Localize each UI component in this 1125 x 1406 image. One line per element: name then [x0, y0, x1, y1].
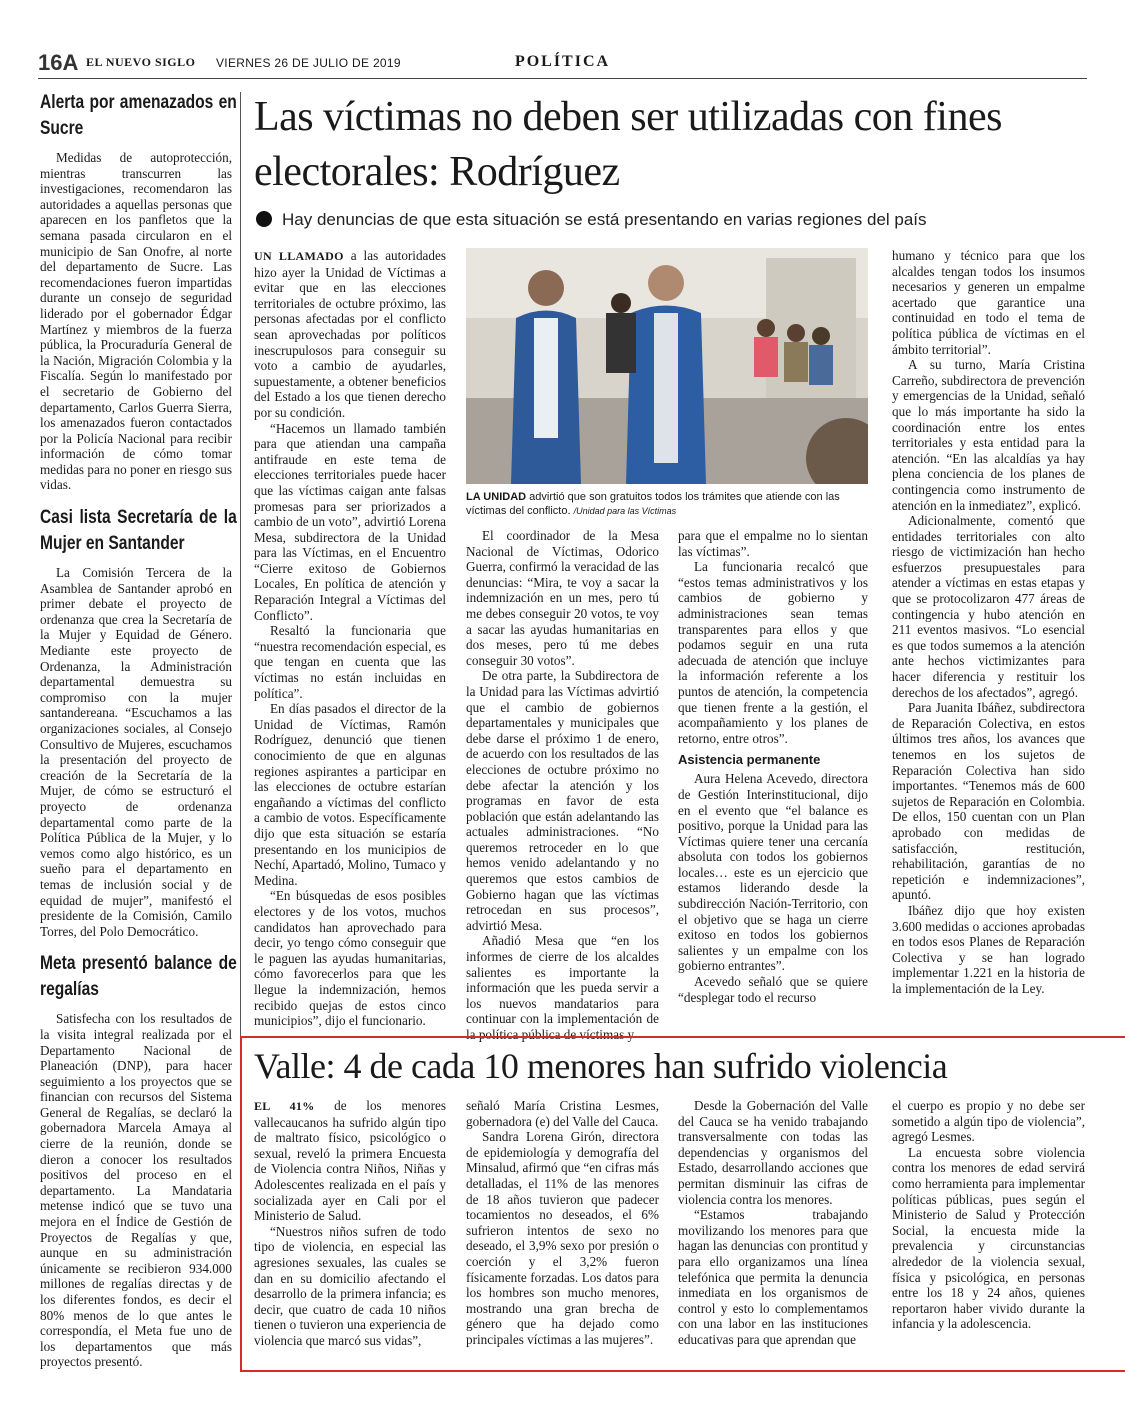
sidebar-body-1: Medidas de autoprotección, mientras transcurren las investigaciones, recomendaron las autoridades a aquellas personas que aparecen en los panfletos que la semana pasada circularon en el municipio de San Onofre, al norte del departamento de Sucre. Las recomendaciones fueron impartidas durante un consejo de seguridad liderado por el gobernador Édgar Martínez y miembros de la fuerza pública, la Procuraduría General de la Nación, Migración Colombia y la Fiscalía. Según lo manifestado por el secretario de Gobierno del departamento, Carlos Guerra Sierra, los amenazados fueron contactados por la Policía Nacional para recibir información de cómo tomar medidas para no poner en riesgo sus vidas.: [40, 150, 232, 493]
article-paragraph: Desde la Gobernación del Valle del Cauca se ha venido trabajando transversalmente con todas las dependencias y organismos del Estado, desarrollando acciones que permitan disminuir las cifras de violencia contra los menores.: [678, 1098, 868, 1207]
bullet-icon: [256, 211, 272, 227]
sidebar: [40, 90, 237, 1370]
photo-illustration: [466, 248, 868, 484]
sidebar-title-1: Alerta por amenazados en Sucre: [40, 92, 237, 139]
kicker-text: Hay denuncias de que esta situación se está presentando en varias regiones del país: [282, 210, 927, 229]
valle-column-2: [466, 1098, 659, 1348]
article-paragraph: “Estamos trabajando movilizando los menores para que hagan las denuncias con prontitud y para ello organizamos una línea telefónica que permita la denuncia inmediata en los organismos de control y esto lo complementamos con una labor en las instituciones educativas para que aprendan que: [678, 1207, 868, 1347]
article-paragraph: Adicionalmente, comentó que entidades territoriales con alto riesgo de victimización han hecho esfuerzos presupuestales para atender a víctimas en estas etapas y que se protocolizaron 477 áreas de contingencia y hubo atención en 211 eventos masivos. “Lo esencial es que todos sumemos a la atención ante hechos victimizantes para hacer diferencia y restituir los derechos de los afectados”, agregó.: [892, 513, 1085, 700]
valle-lead-in: EL 41%: [254, 1099, 315, 1113]
page-header: [38, 50, 1087, 79]
sidebar-body-2: La Comisión Tercera de la Asamblea de Santander aprobó en primer debate el proyecto de ordenanza que crea la Secretaría de la Mujer y Equidad de Género. Mediante este proyecto de Ordenanza, la Administración departamental demuestra su compromiso con la mujer santandereana. “Escuchamos a las organizaciones sociales, al Consejo Consultivo de Mujeres, escuchamos la presentación del proyecto de creación de la Secretaría de la Mujer, de cómo se estructuró el proyecto de ordenanza departamental como parte de la Política Pública de la Mujer, y lo vemos como algo histórico, es un sueño para el departamento en temas de inclusión social y de equidad de mujer”, manifestó el presidente de la Comisión, Camilo Torres, del Polo Democrático.: [40, 565, 232, 939]
valle-column-1: [254, 1098, 446, 1349]
article-subhead: Asistencia permanente: [678, 752, 821, 768]
main-headline: Las víctimas no deben ser utilizadas con fines electorales: Rodríguez: [254, 94, 1002, 195]
article-paragraph: “Hacemos un llamado también para que atiendan una campaña antifraude en este tema de elecciones territoriales puede hacer que las víctimas caigan ante falsas promesas para ser priorizados a cambio de un voto”, advirtió Lorena Mesa, subdirectora de la Unidad para las Víctimas, en el Encuentro “Cierre exitoso de Gobiernos Locales, En política de atención y Reparación Integral a Víctimas del Conflicto”.: [254, 420, 446, 623]
sidebar-body-3: Satisfecha con los resultados de la visita integral realizada por el Departamento Nacional de Planeación (DNP), para hacer seguimiento a los proyectos que se financian con recursos del Sistema General de Regalías, se declaró la gobernadora Marcela Amaya al cierre de la reunión, donde se dieron a conocer los resultados positivos del proceso en el departamento. La Mandataria metense indicó que se tuvo una mejora en el Índice de Gestión de Proyectos de Regalías y que, aunque en su administración únicamente se recibieron 934.000 millones de regalías directas y de los diferentes fondos, es decir el 80% menos de lo que antes le correspondía, el Meta fue uno de los departamentos que más proyectos presentó.: [40, 1011, 232, 1370]
issue-date: VIERNES 26 DE JULIO DE 2019: [216, 56, 401, 70]
article-paragraph: El coordinador de la Mesa Nacional de Víctimas, Odorico Guerra, confirmó la veracidad de las denuncias: “Mira, te voy a sacar la indemnización en un mes, pero tú me debes conseguir 20 votos, te voy a sacar las ayudas humanitarias en dos meses, pero tú me debes conseguir 30 votos”.: [466, 528, 659, 668]
main-kicker: [256, 210, 1086, 230]
article-column-2: [466, 528, 659, 1043]
article-paragraph: “En búsquedas de esos posibles electores y de los votos, muchos candidatos han aprovechado para decir, yo tengo cómo conseguir que le paguen las ayudas humanitarias, cómo favorecerlos para que les llegue la indemnización, hemos recibido quejas de estos cinco municipios”, dijo el funcionario.: [254, 888, 446, 1029]
article-paragraph: En días pasados el director de la Unidad de Víctimas, Ramón Rodríguez, denunció que tienen conocimiento de que en algunas regiones aspirantes a participar en las elecciones de octubre estarían engañando a víctimas del conflicto a cambio de votos. Específicamente dijo que esta situación se estaría presentando en los municipios de Nechí, Apartadó, Molino, Tumaco y Medina.: [254, 701, 446, 888]
article-paragraph: De otra parte, la Subdirectora de la Unidad para las Víctimas advirtió que el cambio de gobiernos departamentales y municipales que debe darse el próximo 1 de enero, de acuerdo con los resultados de las elecciones de octubre próximo no debe afectar la atención y los programas en favor de esta población que están adelantando las actuales administraciones. “No queremos retroceder en lo que hemos venido adelantando y no queremos que estos cambios de Gobierno hagan que las víctimas retrocedan en sus procesos”, advirtió Mesa.: [466, 668, 659, 933]
article-column-4: [892, 248, 1085, 997]
article-paragraph: señaló María Cristina Lesmes, gobernadora (e) del Valle del Cauca.: [466, 1098, 659, 1129]
news-photo: [466, 248, 868, 484]
sidebar-title-2: Casi lista Secretaría de la Mujer en Santander: [40, 507, 237, 555]
article-paragraph: Aura Helena Acevedo, directora de Gestión Interinstitucional, dijo en el evento que “el balance es positivo, porque la Unidad para las Víctimas quiere tener una cercanía absoluta con todos los gobiernos locales… este es un ejercicio que estamos liderando desde la subdirección Nación-Territorio, con el objetivo que se haga un cierre exitoso en todos los gobiernos salientes y un empalme con los gobierno entrantes”.: [678, 771, 868, 974]
article-paragraph: Para Juanita Ibáñez, subdirectora de Reparación Colectiva, en estos últimos tres años, los avances que tenemos en los sujetos de Reparación Colectiva han sido importantes. “Tenemos más de 600 sujetos de Reparación en Colombia. De ellos, 150 cuentan con un Plan aprobado con medidas de satisfacción, restitución, rehabilitación, garantías de no repetición e indemnizaciones”, apuntó.: [892, 700, 1085, 903]
article-paragraph: “Nuestros niños sufren de todo tipo de violencia, en especial las agresiones sexuales, las cuales se dan en su domicilio afectando el desarrollo de la primera infancia; es decir, que cuatro de cada 10 niños tienen o tuvieron una experiencia de violencia que marcó sus vidas”,: [254, 1223, 446, 1348]
valle-column-3: [678, 1098, 868, 1348]
section-name: POLÍTICA: [514, 53, 611, 70]
sidebar-title-3: Meta presentó balance de regalías: [40, 953, 237, 1001]
photo-caption: [466, 490, 868, 518]
article-paragraph: humano y técnico para que los alcaldes tengan todos los insumos necesarios y generen un empalme acertado que garantice una continuidad en todo el tema de política pública de víctimas en el ámbito territorial”.: [892, 248, 1085, 357]
valle-column-4: [892, 1098, 1085, 1332]
article-paragraph: el cuerpo es propio y no debe ser sometido a algún tipo de violencia”, agregó Lesmes.: [892, 1098, 1085, 1145]
article-column-1: [254, 248, 446, 1029]
caption-text: advirtió que son gratuitos todos los trámites que atiende con las víctimas del conflicto.: [466, 491, 840, 517]
caption-lead: LA UNIDAD: [466, 491, 527, 503]
article-paragraph: Resaltó la funcionaria que “nuestra recomendación especial, es que tengan en cuenta que las víctimas no están incluidas en política”.: [254, 623, 446, 701]
article-paragraph: A su turno, María Cristina Carreño, subdirectora de prevención y emergencias de la Unidad, señaló que lo más importante ha sido la coordinación entre los entes territoriales y esta entidad para la atención. “En las alcaldías ya hay plena conciencia de los planes de contingencia como instrumento de atención en la inmediatez”, explicó.: [892, 357, 1085, 513]
article-paragraph: Sandra Lorena Girón, directora de epidemiología y demografía del Minsalud, afirmó que “en cifras más detalladas, el 11% de las menores de 18 años tuvieron que padecer tocamientos no deseados, el 6% sufrieron intentos de sexo no deseado, el 3,9% sexo por presión o coerción y el 3,2% fueron físicamente forzadas. Los datos para los hombres son mucho menores, mostrando una gran brecha de género que ha dejado como principales víctimas a las mujeres”.: [466, 1129, 659, 1347]
article-paragraph: La funcionaria recalcó que “estos temas administrativos y los cambios de gobierno y administraciones sean temas transparentes para ellos y que podamos seguir en una ruta adecuada de atención que incluye la información referente a los puntos de atención, la competencia que tienen frente a la gestión, el acompañamiento y los planes de retorno, entre otros”.: [678, 559, 868, 746]
article-paragraph: Ibáñez dijo que hoy existen 3.600 medidas o acciones aprobadas en todos esos Planes de Reparación Colectiva y se han logrado implementar 1.221 en la historia de la implementación de la Ley.: [892, 902, 1085, 996]
lead-in: UN LLAMADO: [254, 249, 344, 263]
article-paragraph: de los menores vallecaucanos ha sufrido algún tipo de maltrato físico, psicológico o sexual, reveló la primera Encuesta de Violencia contra Niños, Niñas y Adolescentes realizada en el país y socializada ayer en Cali por el Ministerio de Salud.: [254, 1098, 446, 1224]
page-number: 16A: [38, 50, 79, 75]
newspaper-name: EL NUEVO SIGLO: [86, 55, 196, 69]
photo-credit: /Unidad para las Víctimas: [573, 506, 677, 516]
article-paragraph: para que el empalme no lo sientan las víctimas”.: [678, 528, 868, 559]
article-paragraph: a las autoridades hizo ayer la Unidad de Víctimas a evitar que en las elecciones territoriales de octubre próximo, las personas afectadas por el conflicto sean aprovechadas por políticos inescrupulosos para conseguir su voto a cambio de ayudarles, supuestamente, a obtener beneficios del Estado a los que tienen derecho por su condición.: [254, 248, 446, 420]
article-column-3: [678, 528, 868, 1005]
article-paragraph: La encuesta sobre violencia contra los menores de edad servirá como herramienta para implementar políticas públicas, pues según el Ministerio de Salud y Protección Social, la encuesta mide la prevalencia y circunstancias alrededor de la violencia sexual, física y psicológica, en personas entre los 18 y 24 años, quienes reportaron haber vivido durante la infancia y la adolescencia.: [892, 1144, 1085, 1332]
valle-headline: Valle: 4 de cada 10 menores han sufrido violencia: [254, 1046, 948, 1086]
article-paragraph: Añadió Mesa que “en los informes de cierre de los alcaldes salientes es importante la información que les pueda servir a los nuevos mandatarios para continuar con la implementación de la política pública de víctimas y: [466, 933, 659, 1042]
article-paragraph: Acevedo señaló que se quiere “desplegar todo el recurso: [678, 974, 868, 1005]
